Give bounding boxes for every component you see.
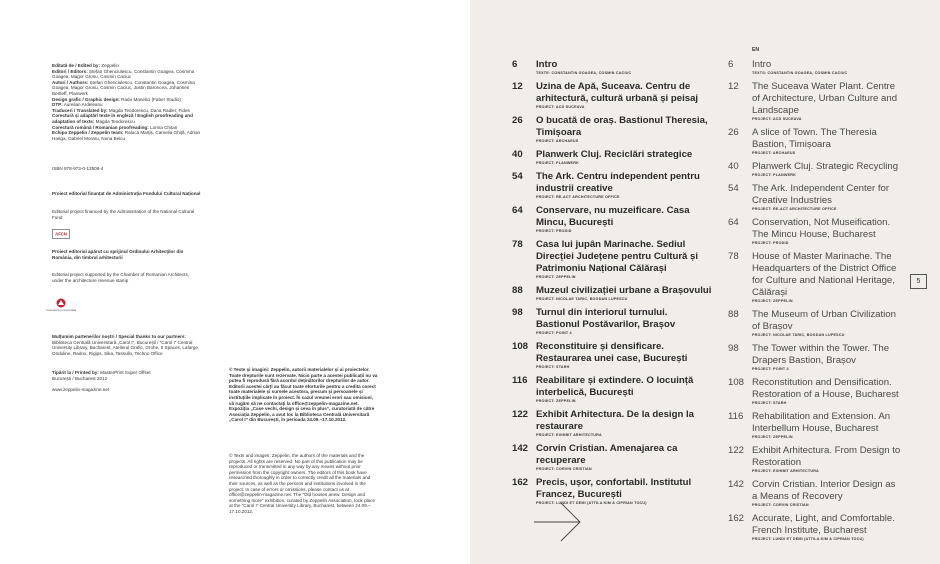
toc-page-number: 122 (728, 445, 745, 456)
toc-title: Planwerk Cluj. Reciclări strategice (536, 149, 693, 160)
toc-project-credit: PROJECT: PLANWERK (752, 173, 796, 177)
toc-project-credit: PROIECT: PLANWERK (536, 161, 579, 165)
toc-project-credit: PROJECT: NICOLAE TARIC, BOGDAN LUPESCU (752, 333, 845, 337)
toc-project-credit: PROIECT: STARH (536, 365, 570, 369)
toc-entry[interactable] (512, 59, 712, 76)
credit-value: Magda Teodorescu, Dana Radler, Fides (107, 107, 190, 113)
credit-line (52, 113, 202, 124)
toc-entry[interactable] (728, 343, 903, 372)
toc-title: Conservare, nu muzeificare. Casa Mincu, București (536, 205, 690, 228)
toc-entry[interactable] (728, 513, 903, 542)
toc-title: Reconstituire și densificare. Restaurarea unei case, București (536, 341, 688, 364)
toc-project-credit: PROIECT: POINT 4 (536, 331, 572, 335)
toc-page-number: 142 (512, 443, 529, 454)
credit-label: Editori / Editors: (52, 68, 88, 74)
toc-title: The Suceava Water Plant. Centre of Architecture, Urban Culture and Landscape (752, 81, 898, 116)
toc-project-credit: PROIECT: LUNDI ET DEMI (ATTILA KIM & CIPRIAN TOCU) (536, 501, 647, 505)
toc-project-credit: PROJECT: PRODID (752, 241, 789, 245)
toc-title: Exhibit Arhitectura. From Design to Restoration (752, 445, 901, 468)
colophon-credits (52, 63, 202, 141)
toc-title: Intro (752, 59, 772, 70)
toc-entry[interactable] (512, 239, 712, 280)
toc-page-number: 12 (512, 81, 523, 92)
toc-title: Accurate, Light, and Comfortable. French Institute, Bucharest (752, 513, 895, 536)
toc-title: Intro (536, 59, 558, 70)
support-ro: Proiect editorial apărut cu sprijinul Ordinului Arhitecților din România, din timbrul arhitecturii (52, 249, 184, 260)
toc-page-number: 108 (512, 341, 529, 352)
credit-label: DTP: (52, 102, 63, 108)
toc-title: Rehabilitation and Extension. An Interbellum House, Bucharest (752, 411, 891, 434)
toc-entry[interactable] (728, 377, 903, 406)
toc-project-credit: TEXTE: CONSTANTIN GOAGEA, COSMIN CACIUC (536, 71, 632, 75)
credit-value: Magda Teodorescu (94, 118, 135, 124)
toc-project-credit: PROIECT: ZEPPELIN (536, 275, 576, 279)
credit-line (52, 80, 202, 97)
toc-project-credit: PROIECT: CORVIN CRISTIAN (536, 467, 592, 471)
toc-entry[interactable] (512, 409, 712, 438)
toc-project-credit: PROIECT: ACD SUCEAVA (536, 105, 585, 109)
toc-title: O bucată de oraș. Bastionul Theresia, Timișoara (536, 115, 708, 138)
credit-label: Editată de / Edited by: (52, 63, 100, 68)
toc-title: The Museum of Urban Civilization of Brașov (752, 309, 896, 332)
toc-project-credit: TEXTS: CONSTANTIN GOAGEA, COSMIN CACIUC (752, 71, 848, 75)
language-label: EN (752, 47, 759, 53)
page-number: 5 (910, 274, 927, 289)
toc-project-credit: PROIECT: NICOLAE TARIC, BOGDAN LUPESCU (536, 297, 628, 301)
toc-entry[interactable] (512, 341, 712, 370)
toc-title: House of Master Marinache. The Headquarters of the District Office for Culture and National Heritage, Călărași (752, 251, 897, 298)
toc-title: Uzina de Apă, Suceava. Centru de arhitectură, cultură urbană și peisaj (536, 81, 699, 104)
credit-label: Corectură română / Romanian proofreading: (52, 124, 149, 130)
toc-project-credit: PROJECT: RE-ACT ARCHITECTURE OFFICE (752, 207, 837, 211)
toc-project-credit: PROJECT: LUNDI ET DEMI (ATTILA KIM & CIPRIAN TOCU) (752, 537, 864, 541)
toc-page-number: 26 (512, 115, 523, 126)
toc-entry[interactable] (728, 251, 903, 304)
toc-entry[interactable] (728, 127, 903, 156)
toc-page-number: 108 (728, 377, 745, 388)
toc-entry[interactable] (512, 285, 712, 302)
toc-title: The Ark. Centru independent pentru industrii creative (536, 171, 700, 194)
toc-page-number: 64 (512, 205, 523, 216)
toc-entry[interactable] (512, 115, 712, 144)
credit-value: Zeppelin (100, 63, 119, 68)
credit-value: Lorina Chițan (148, 124, 178, 130)
toc-page-number: 78 (512, 239, 523, 250)
arrow-right-icon (534, 502, 582, 542)
toc-project-credit: PROJECT: ZEPPELIN (752, 299, 793, 303)
toc-page-number: 98 (512, 307, 523, 318)
toc-page-number: 40 (728, 161, 739, 172)
toc-title: Reabilitare și extindere. O locuință interbelică, București (536, 375, 694, 398)
toc-entry[interactable] (728, 445, 903, 474)
toc-page-number: 40 (512, 149, 523, 160)
toc-page-number: 64 (728, 217, 739, 228)
toc-page-number: 162 (512, 477, 529, 488)
toc-entry[interactable] (512, 443, 712, 472)
toc-entry[interactable] (728, 411, 903, 440)
toc-title: Muzeul civilizației urbane a Brașovului (536, 285, 712, 296)
toc-title: The Ark. Independent Center for Creative Industries (752, 183, 890, 206)
toc-page-number: 116 (512, 375, 528, 386)
toc-entry[interactable] (512, 307, 712, 336)
partners-thanks: Mulțumim partenerilor noștri / Special thanks to our partners: Biblioteca Centrală Universitară „Carol I”, București / “Carol I” Central University Library, Bucharest, Atelierul Grafic, Grohe, II Spaces, Lafarge, Onduline, Radox, Rigips, Sika, Tassullo, Techno Office (52, 334, 200, 356)
toc-english (728, 59, 903, 547)
toc-entry[interactable] (728, 161, 903, 178)
toc-project-credit: PROIECT: ZEPPELIN (536, 399, 576, 403)
credit-value: Ștefan Ghenciulescu, Constantin Goagea, Cosmina Goagea, Magor Grosu, Cosmin Caciuc, Justin Baroncea, Johannes Bertleff, Planwerk (52, 79, 195, 96)
toc-entry[interactable] (512, 171, 712, 200)
toc-page-number: 142 (728, 479, 745, 490)
toc-page-number: 6 (512, 59, 518, 70)
toc-entry[interactable] (728, 479, 903, 508)
toc-page-number: 88 (728, 309, 739, 320)
credit-line (52, 130, 202, 141)
toc-project-credit: PROIECT: RE-ACT ARCHITECTURE OFFICE (536, 195, 620, 199)
toc-page-number: 54 (728, 183, 739, 194)
toc-page-number: 88 (512, 285, 523, 296)
credit-label: Corectură și adaptări texte în engleză / English proofreading and adaptation of texts: (52, 113, 193, 124)
toc-entry[interactable] (728, 81, 903, 122)
website-link[interactable]: www.zeppelin-magazine.net (52, 387, 110, 392)
credit-label: Design grafic / Graphic design: (52, 96, 120, 102)
toc-entry[interactable] (728, 59, 903, 76)
toc-romanian (512, 59, 712, 511)
toc-project-credit: PROJECT: EXHIBIT ARHITECTURA (752, 469, 819, 473)
finance-en: Editorial project financed by the Administration of the National Cultural Fund (52, 209, 195, 220)
toc-project-credit: PROJECT: ARCHAEUS (752, 151, 796, 155)
toc-entry[interactable] (512, 205, 712, 234)
credit-line (52, 69, 202, 80)
toc-title: Exhibit Arhitectura. De la design la restaurare (536, 409, 694, 432)
toc-title: A slice of Town. The Theresia Bastion, Timișoara (752, 127, 877, 150)
toc-entry[interactable] (728, 309, 903, 338)
toc-title: Planwerk Cluj. Strategic Recycling (752, 161, 899, 172)
oar-logo (45, 297, 77, 315)
toc-page-number: 26 (728, 127, 739, 138)
toc-entry[interactable] (512, 149, 712, 166)
toc-page-number: 122 (512, 409, 529, 420)
svg-text:ORDINUL ARHITECȚILOR DIN ROMÂN: ORDINUL ARHITECȚILOR DIN ROMÂNIA (45, 311, 77, 312)
svg-text:AFCN: AFCN (55, 231, 67, 237)
toc-page-number: 98 (728, 343, 739, 354)
credit-label: Autori / Authors: (52, 79, 89, 85)
toc-page-number: 116 (728, 411, 744, 422)
toc-entry[interactable] (512, 81, 712, 110)
isbn: ISBN 978-973-0-13508-4 (52, 166, 104, 171)
toc-title: Precis, ușor, confortabil. Institutul Francez, București (536, 477, 692, 500)
rights-en: © Texts and images: Zeppelin, the authors of the materials and the projects. All rights are reserved. No part of this publication may be reproduced or transmitted in any way by any means without prior permission from the copyright owners. The editors of this book have researched thoroughly in order to correctly credit all the materials and their sources, as well as the persons and institutions involved in the project. In case of errors or omissions, please contact us at office@zeppelin-magazine.net. The “Old houses anew. Design and something more” exhibition, curated by Zeppelin Association, took place at the “Carol I” Central University Library, Bucharest, between 24.09.–17.10.2012. (229, 453, 376, 514)
finance-ro: Proiect editorial finanțat de Administrația Fondului Cultural Național (52, 191, 201, 196)
toc-title: Corvin Cristian. Amenajarea ca recuperare (536, 443, 678, 466)
credit-value: Ștefan Ghenciulescu, Constantin Goagea, Cosmina Goagea, Magor Grosu, Cosmin Caciuc (52, 68, 195, 80)
toc-project-credit: PROJECT: ACD SUCEAVA (752, 117, 802, 121)
credit-value: Aurelian Ardeleanu (62, 102, 103, 108)
toc-title: Turnul din interiorul turnului. Bastionul Postăvarilor, Brașov (536, 307, 676, 330)
credit-label: Traduceri / Translated by: (52, 107, 108, 113)
credit-value: Raluca Marțiș, Camelia Ghiță, Adrian Hariga, Gabriel Moraru, Nona Beicu (52, 130, 201, 141)
printed-by: Tipărit la / Printed by: MasterPrint Super Offset București / Bucharest 2012 (52, 370, 151, 381)
rights-ro: © Texte și imagini: Zeppelin, autorii materialelor și ai proiectelor. Toate drepturile sunt rezervate. Nicio parte a acestei publicații nu va putea fi reprodusă fără acordul deținătorilor drepturilor de autor. Editorii acestei cărți au făcut toate eforturile pentru a credita corect toate materialele și sursele acestora, precum și persoanele și instituțiile implicate în proiect. În cazul vreunei erori sau omisiuni, vă rugăm să ne contactați la office@zeppelin-magazine.net. Expoziția „Case vechi, design și ceva în plus”, curatoriată de către Asociația Zeppelin, a avut loc la Biblioteca Centrală Universitară „Carol I” din București, în perioada 24.09.–17.10.2012. (229, 367, 378, 423)
toc-title: Conservation, Not Museification. The Mincu House, Bucharest (752, 217, 891, 240)
toc-page-number: 12 (728, 81, 739, 92)
toc-entry[interactable] (512, 375, 712, 404)
credit-label: Echipa Zeppelin / Zeppelin team: (52, 130, 124, 136)
toc-project-credit: PROJECT: POINT 4 (752, 367, 789, 371)
toc-title: Reconstitution and Densification. Restoration of a House, Bucharest (752, 377, 899, 400)
toc-project-credit: PROIECT: ARCHAEUS (536, 139, 579, 143)
toc-project-credit: PROIECT: PRODID (536, 229, 572, 233)
toc-page-number: 6 (728, 59, 734, 70)
toc-entry[interactable] (728, 183, 903, 212)
toc-title: Casa lui jupân Marinache. Sediul Direcției Județene pentru Cultură și Patrimoniu Național Călărași (536, 239, 699, 274)
toc-project-credit: PROIECT: EXHIBIT ARHITECTURA (536, 433, 602, 437)
toc-project-credit: PROJECT: STARH (752, 401, 787, 405)
toc-page-number: 78 (728, 251, 739, 262)
afcn-logo (52, 229, 70, 239)
toc-page-number: 54 (512, 171, 523, 182)
toc-title: The Tower within the Tower. The Drapers Bastion, Brașov (752, 343, 890, 366)
toc-entry[interactable] (728, 217, 903, 246)
support-en: Editorial project supported by the Chamber of Romanian Architects, under the architecture revenue stamp (52, 272, 190, 283)
credit-value: Radu Manelici (Faber Studio) (119, 96, 181, 102)
toc-project-credit: PROJECT: ZEPPELIN (752, 435, 793, 439)
toc-page-number: 162 (728, 513, 745, 524)
toc-project-credit: PROJECT: CORVIN CRISTIAN (752, 503, 809, 507)
toc-title: Corvin Cristian. Interior Design as a Means of Recovery (752, 479, 896, 502)
